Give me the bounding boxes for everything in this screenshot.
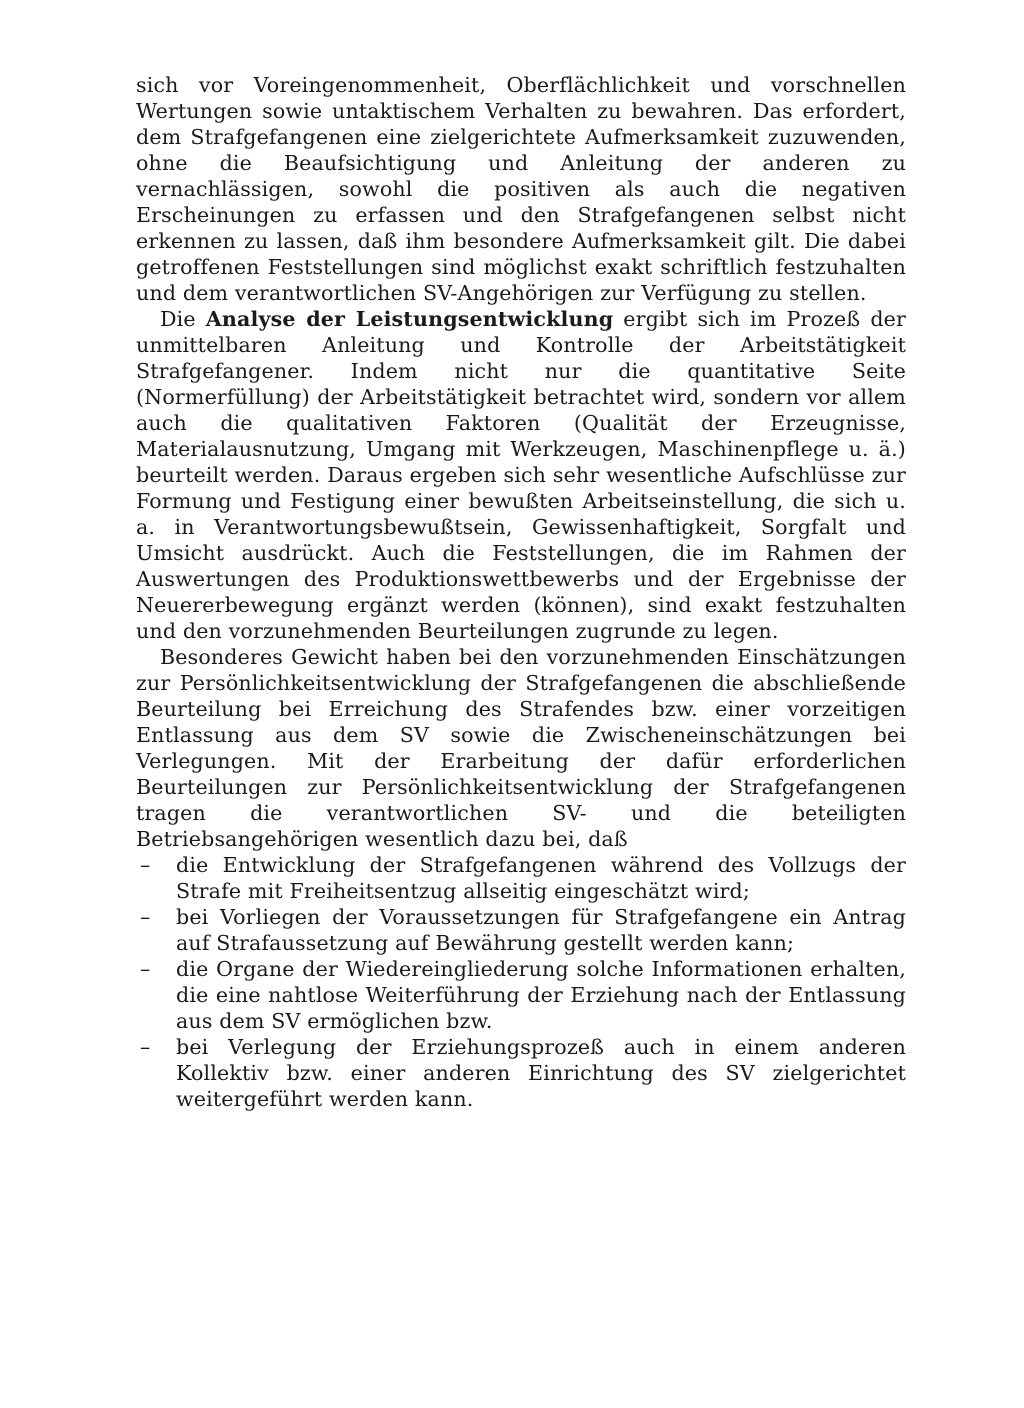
dash-marker: –: [140, 853, 151, 877]
paragraph-1: sich vor Voreingenommenheit, Oberflächlichkeit und vorschnellen Wertungen sowie untaktischem Verhalten zu bewahren. Das erfordert, dem Strafgefangenen eine zielgerichtete Aufmerksamkeit zuzuwenden, ohne die Beaufsichtigung und Anleitung der anderen zu vernachlässigen, sowohl die positiven als auch die negativen Erscheinungen zu erfassen und den Strafgefangenen selbst nicht erkennen zu lassen, daß ihm besondere Aufmerksamkeit gilt. Die dabei getroffenen Feststellungen sind möglichst exakt schriftlich festzuhalten und dem verantwortlichen SV-Angehörigen zur Verfügung zu stellen.: [136, 73, 906, 305]
paragraph-2-rest: ergibt sich im Prozeß der unmittelbaren Anleitung und Kontrolle der Arbeitstätigkeit Strafgefangener. Indem nicht nur die quantitative Seite (Normerfüllung) der Arbeitstätigkeit betrachtet wird, sondern vor allem auch die qualitativen Faktoren (Qualität der Erzeugnisse, Materialausnutzung, Umgang mit Werkzeugen, Maschinenpflege u. ä.) beurteilt werden. Daraus ergeben sich sehr wesentliche Aufschlüsse zur Formung und Festigung einer bewußten Arbeitseinstellung, die sich u. a. in Verantwortungsbewußtsein, Gewissenhaftigkeit, Sorgfalt und Umsicht ausdrückt. Auch die Feststellungen, die im Rahmen der Auswertungen des Produktionswettbewerbs und der Ergebnisse der Neuererbewegung ergänzt werden (können), sind exakt festzuhalten und den vorzunehmenden Beurteilungen zugrunde zu legen.: [136, 307, 906, 643]
list-item: [136, 904, 906, 956]
list-item: [136, 956, 906, 1034]
list-item-text: die Organe der Wiedereingliederung solche Informationen erhalten, die eine nahtlose Weiterführung der Erziehung nach der Entlassung aus dem SV ermöglichen bzw.: [176, 957, 906, 1033]
bullet-list: [136, 852, 906, 1112]
dash-marker: –: [140, 905, 151, 929]
list-item: [136, 852, 906, 904]
dash-marker: –: [140, 957, 151, 981]
paragraph-3: Besonderes Gewicht haben bei den vorzunehmenden Einschätzungen zur Persönlichkeitsentwicklung der Strafgefangenen die abschließende Beurteilung bei Erreichung des Strafendes bzw. einer vorzeitigen Entlassung aus dem SV sowie die Zwischeneinschätzungen bei Verlegungen. Mit der Erarbeitung der dafür erforderlichen Beurteilungen zur Persönlichkeitsentwicklung der Strafgefangenen tragen die verantwortlichen SV- und die beteiligten Betriebsangehörigen wesentlich dazu bei, daß: [136, 645, 906, 851]
list-item-text: bei Vorliegen der Voraussetzungen für Strafgefangene ein Antrag auf Strafaussetzung auf Bewährung gestellt werden kann;: [176, 905, 906, 955]
list-item: [136, 1034, 906, 1112]
dash-marker: –: [140, 1035, 151, 1059]
list-item-text: die Entwicklung der Strafgefangenen während des Vollzugs der Strafe mit Freiheitsentzug allseitig eingeschätzt wird;: [176, 853, 906, 903]
paragraph-2-bold-term: Analyse der Leistungsentwicklung: [205, 307, 614, 331]
paragraph-2-lead: Die: [160, 307, 206, 331]
list-item-text: bei Verlegung der Erziehungsprozeß auch in einem anderen Kollektiv bzw. einer anderen Einrichtung des SV zielgerichtet weitergeführt werden kann.: [176, 1035, 906, 1111]
document-page: [136, 72, 906, 1112]
paragraph-2: [136, 306, 906, 644]
